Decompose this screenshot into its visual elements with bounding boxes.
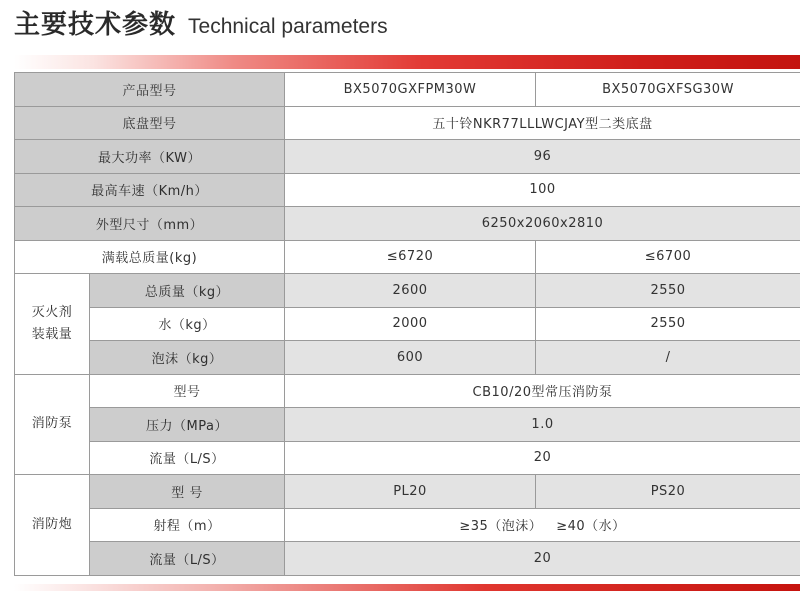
group-fire-pump: 消防泵 (15, 374, 90, 475)
value-foam-1: 600 (285, 341, 536, 375)
label-mass: 满载总质量(kg) (15, 240, 285, 274)
table-row (15, 240, 800, 274)
value-total-mass-2: 2550 (536, 274, 800, 308)
table-row (15, 341, 800, 375)
value-chassis: 五十铃NKR77LLLWCJAY型二类底盘 (285, 106, 800, 140)
value-pump-type: CB10/20型常压消防泵 (285, 374, 800, 408)
value-power: 96 (285, 140, 800, 174)
label-cannon-flow: 流量（L/S） (90, 542, 285, 576)
table-row (15, 374, 800, 408)
value-speed: 100 (285, 173, 800, 207)
title-english: Technical parameters (188, 15, 388, 38)
table-row (15, 207, 800, 241)
label-pump-flow: 流量（L/S） (90, 441, 285, 475)
label-model: 产品型号 (15, 73, 285, 107)
label-pump-type: 型号 (90, 374, 285, 408)
table-row (15, 140, 800, 174)
label-power: 最大功率（KW） (15, 140, 285, 174)
table-row (15, 508, 800, 542)
label-pressure: 压力（MPa） (90, 408, 285, 442)
value-cannon-type-2: PS20 (536, 475, 800, 509)
value-cannon-flow: 20 (285, 542, 800, 576)
table-row (15, 307, 800, 341)
label-total-mass: 总质量（kg） (90, 274, 285, 308)
table-row (15, 475, 800, 509)
label-chassis: 底盘型号 (15, 106, 285, 140)
label-dimensions: 外型尺寸（mm） (15, 207, 285, 241)
red-gradient-bar (14, 55, 800, 69)
label-range: 射程（m） (90, 508, 285, 542)
table-row (15, 106, 800, 140)
table-row (15, 441, 800, 475)
table-row (15, 542, 800, 576)
spec-table (14, 72, 800, 576)
value-foam-2: / (536, 341, 800, 375)
title-chinese: 主要技术参数 (14, 10, 177, 40)
value-water-2: 2550 (536, 307, 800, 341)
value-pump-flow: 20 (285, 441, 800, 475)
value-mass-1: ≤6720 (285, 240, 536, 274)
group-fire-cannon: 消防炮 (15, 475, 90, 576)
bottom-red-bar (14, 584, 800, 591)
page-header (14, 4, 388, 44)
label-speed: 最高车速（Km/h） (15, 173, 285, 207)
value-pressure: 1.0 (285, 408, 800, 442)
label-cannon-type: 型 号 (90, 475, 285, 509)
value-model-1: BX5070GXFPM30W (285, 73, 536, 107)
group-agent-line1: 灭火剂 (31, 304, 73, 320)
value-range: ≥35（泡沫） ≥40（水） (285, 508, 800, 542)
table-row (15, 73, 800, 107)
table-row (15, 274, 800, 308)
label-water: 水（kg） (90, 307, 285, 341)
table-row (15, 408, 800, 442)
group-agent-load (15, 274, 90, 375)
value-water-1: 2000 (285, 307, 536, 341)
value-model-2: BX5070GXFSG30W (536, 73, 800, 107)
value-mass-2: ≤6700 (536, 240, 800, 274)
label-foam: 泡沫（kg） (90, 341, 285, 375)
table-row (15, 173, 800, 207)
value-cannon-type-1: PL20 (285, 475, 536, 509)
group-agent-line2: 装载量 (31, 326, 73, 342)
value-total-mass-1: 2600 (285, 274, 536, 308)
value-dimensions: 6250x2060x2810 (285, 207, 800, 241)
